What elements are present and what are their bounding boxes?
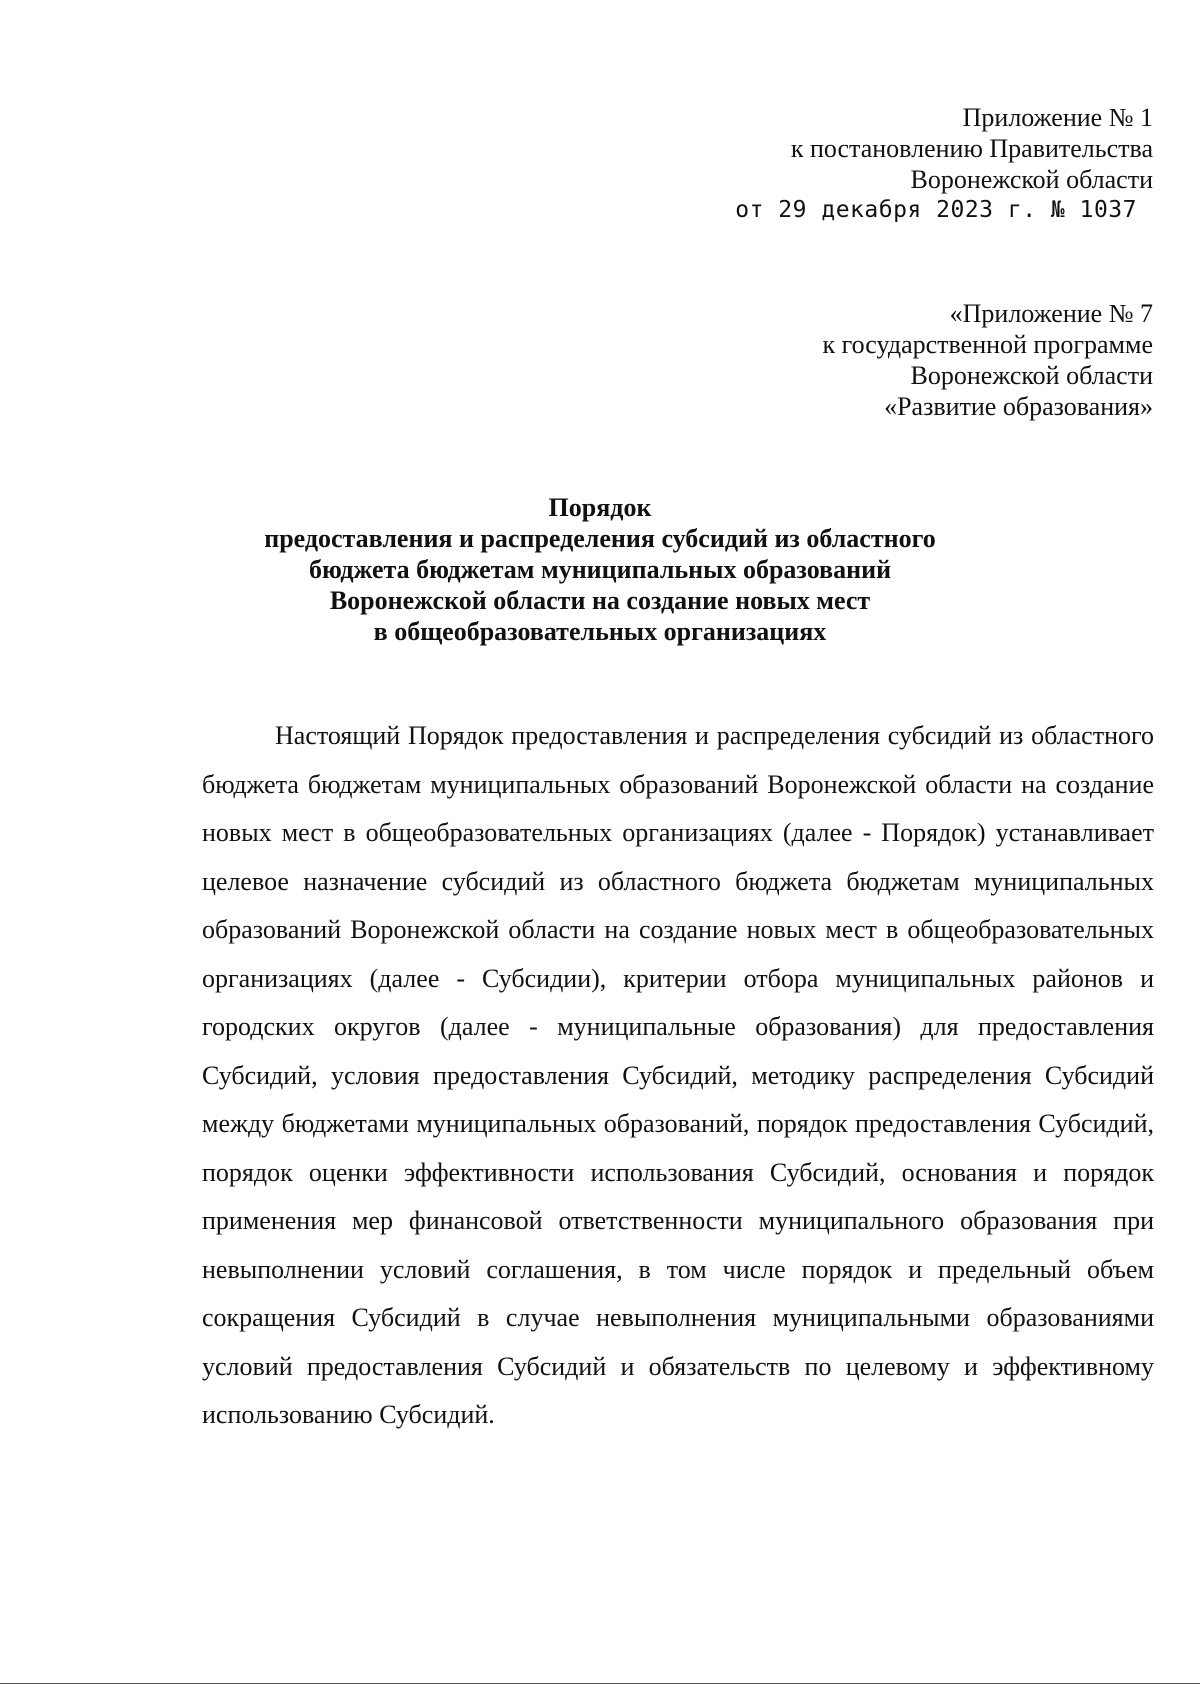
title-line-2: предоставления и распределения субсидий из областного bbox=[264, 524, 936, 553]
appendix-1-resolution-ref: к постановлению Правительства bbox=[790, 134, 1153, 163]
appendix-7-header bbox=[823, 298, 1154, 422]
appendix-1-region: Воронежской области bbox=[910, 165, 1153, 194]
title-line-4: Воронежской области на создание новых мест bbox=[329, 586, 871, 615]
appendix-1-header bbox=[735, 102, 1153, 226]
appendix-7-number: «Приложение № 7 bbox=[949, 299, 1153, 328]
appendix-1-date-number: от 29 декабря 2023 г. № 1037 bbox=[735, 197, 1137, 223]
title-line-5: в общеобразовательных организациях bbox=[373, 617, 827, 646]
title-line-3: бюджета бюджетам муниципальных образований bbox=[308, 555, 892, 584]
document-title bbox=[200, 492, 1000, 647]
appendix-1-number: Приложение № 1 bbox=[962, 103, 1153, 132]
appendix-7-program-ref: к государственной программе bbox=[822, 330, 1153, 359]
appendix-7-program-name: «Развитие образования» bbox=[884, 392, 1153, 421]
appendix-7-region: Воронежской области bbox=[910, 361, 1153, 390]
body-paragraph: Настоящий Порядок предоставления и распределения субсидий из областного бюджета бюджетам муниципальных образований Воронежской области на создание новых мест в общеобразовательных организациях (далее - Порядок) устанавливает целевое назначение субсидий из областного бюджета бюджетам муниципальных образований Воронежской области на создание новых мест в общеобразовательных организациях (далее - Субсидии), критерии отбора муниципальных районов и городских округов (далее - муниципальные образования) для предоставления Субсидий, условия предоставления Субсидий, методику распределения Субсидий между бюджетами муниципальных образований, порядок предоставления Субсидий, порядок оценки эффективности использования Субсидий, основания и порядок применения мер финансовой ответственности муниципального образования при невыполнении условий соглашения, в том числе порядок и предельный объем сокращения Субсидий в случае невыполнения муниципальными образованиями условий предоставления Субсидий и обязательств по целевому и эффективному использованию Субсидий. bbox=[202, 721, 1154, 1429]
title-line-1: Порядок bbox=[548, 493, 652, 522]
page-bottom-rule bbox=[0, 1683, 1200, 1684]
